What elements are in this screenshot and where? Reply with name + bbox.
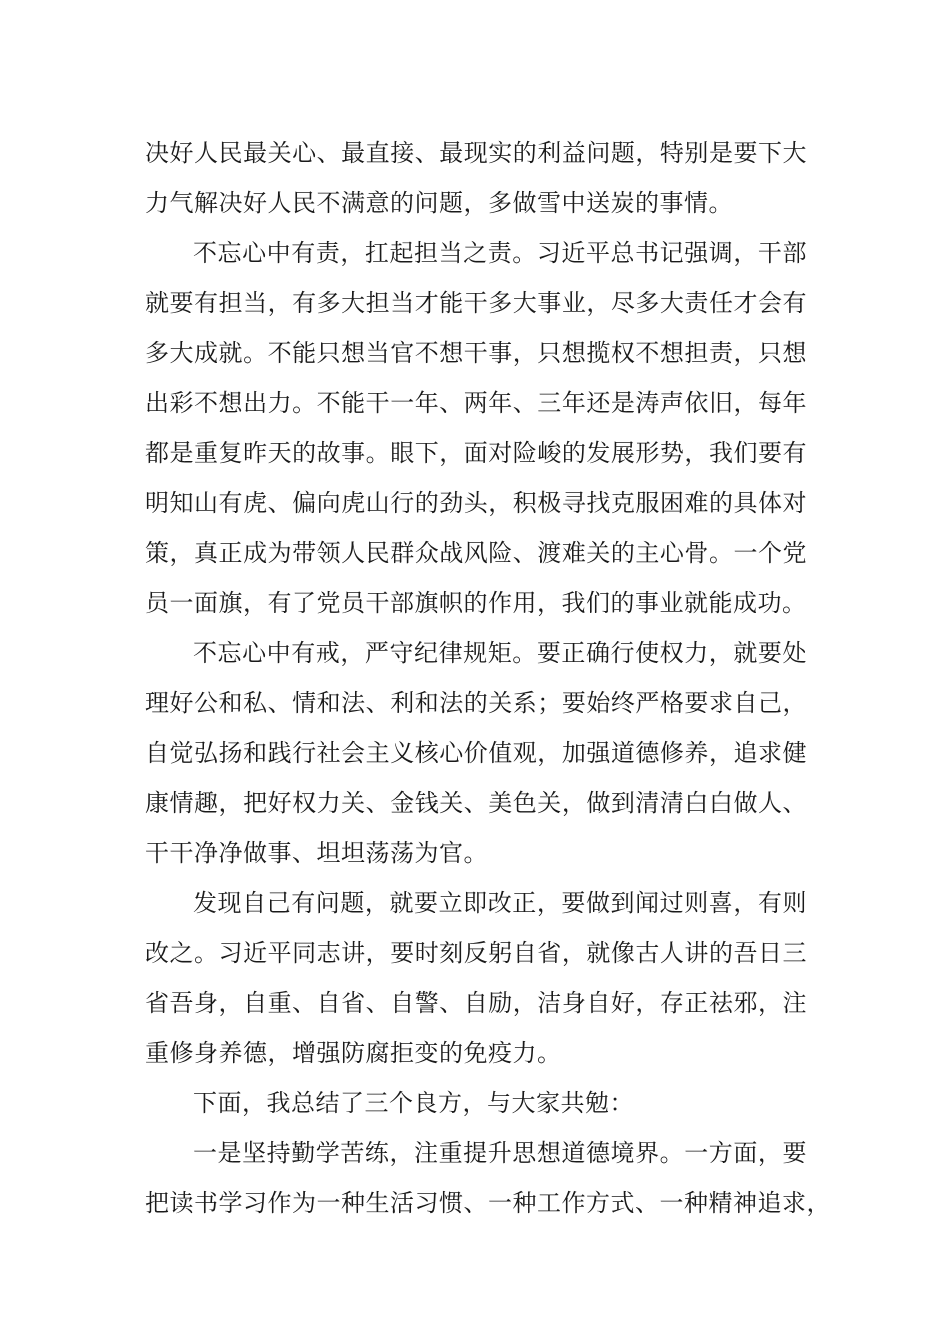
text-line: 出彩不想出力。不能干一年、两年、三年还是涛声依旧，每年 — [145, 389, 807, 417]
text-line: 理好公和私、情和法、利和法的关系；要始终严格要求自己， — [145, 689, 807, 717]
text-line: 把读书学习作为一种生活习惯、一种工作方式、一种精神追求， — [145, 1189, 831, 1217]
paragraph-first-line: 一是坚持勤学苦练，注重提升思想道德境界。一方面，要 — [193, 1139, 807, 1167]
text-line: 就要有担当，有多大担当才能干多大事业，尽多大责任才会有 — [145, 289, 807, 317]
paragraph-first-line: 发现自己有问题，就要立即改正，要做到闻过则喜，有则 — [193, 889, 807, 917]
text-line: 员一面旗，有了党员干部旗帜的作用，我们的事业就能成功。 — [145, 589, 807, 617]
text-line: 康情趣，把好权力关、金钱关、美色关，做到清清白白做人、 — [145, 789, 807, 817]
text-line: 多大成就。不能只想当官不想干事，只想揽权不想担责，只想 — [145, 339, 807, 367]
text-line: 省吾身，自重、自省、自警、自励，洁身自好，存正祛邪，注 — [145, 989, 807, 1017]
text-line: 力气解决好人民不满意的问题，多做雪中送炭的事情。 — [145, 189, 733, 217]
text-line: 重修身养德，增强防腐拒变的免疫力。 — [145, 1039, 562, 1067]
text-line: 自觉弘扬和践行社会主义核心价值观，加强道德修养，追求健 — [145, 739, 807, 767]
text-line: 干干净净做事、坦坦荡荡为官。 — [145, 839, 488, 867]
paragraph-first-line: 下面，我总结了三个良方，与大家共勉： — [193, 1089, 634, 1117]
text-line: 明知山有虎、偏向虎山行的劲头，积极寻找克服困难的具体对 — [145, 489, 807, 517]
text-line: 策，真正成为带领人民群众战风险、渡难关的主心骨。一个党 — [145, 539, 807, 567]
text-line: 决好人民最关心、最直接、最现实的利益问题，特别是要下大 — [145, 139, 807, 167]
paragraph-first-line: 不忘心中有责，扛起担当之责。习近平总书记强调，干部 — [193, 239, 807, 267]
document-body — [145, 128, 831, 1228]
paragraph-first-line: 不忘心中有戒，严守纪律规矩。要正确行使权力，就要处 — [193, 639, 807, 667]
text-line: 改之。习近平同志讲，要时刻反躬自省，就像古人讲的吾日三 — [145, 939, 807, 967]
text-line: 都是重复昨天的故事。眼下，面对险峻的发展形势，我们要有 — [145, 439, 807, 467]
